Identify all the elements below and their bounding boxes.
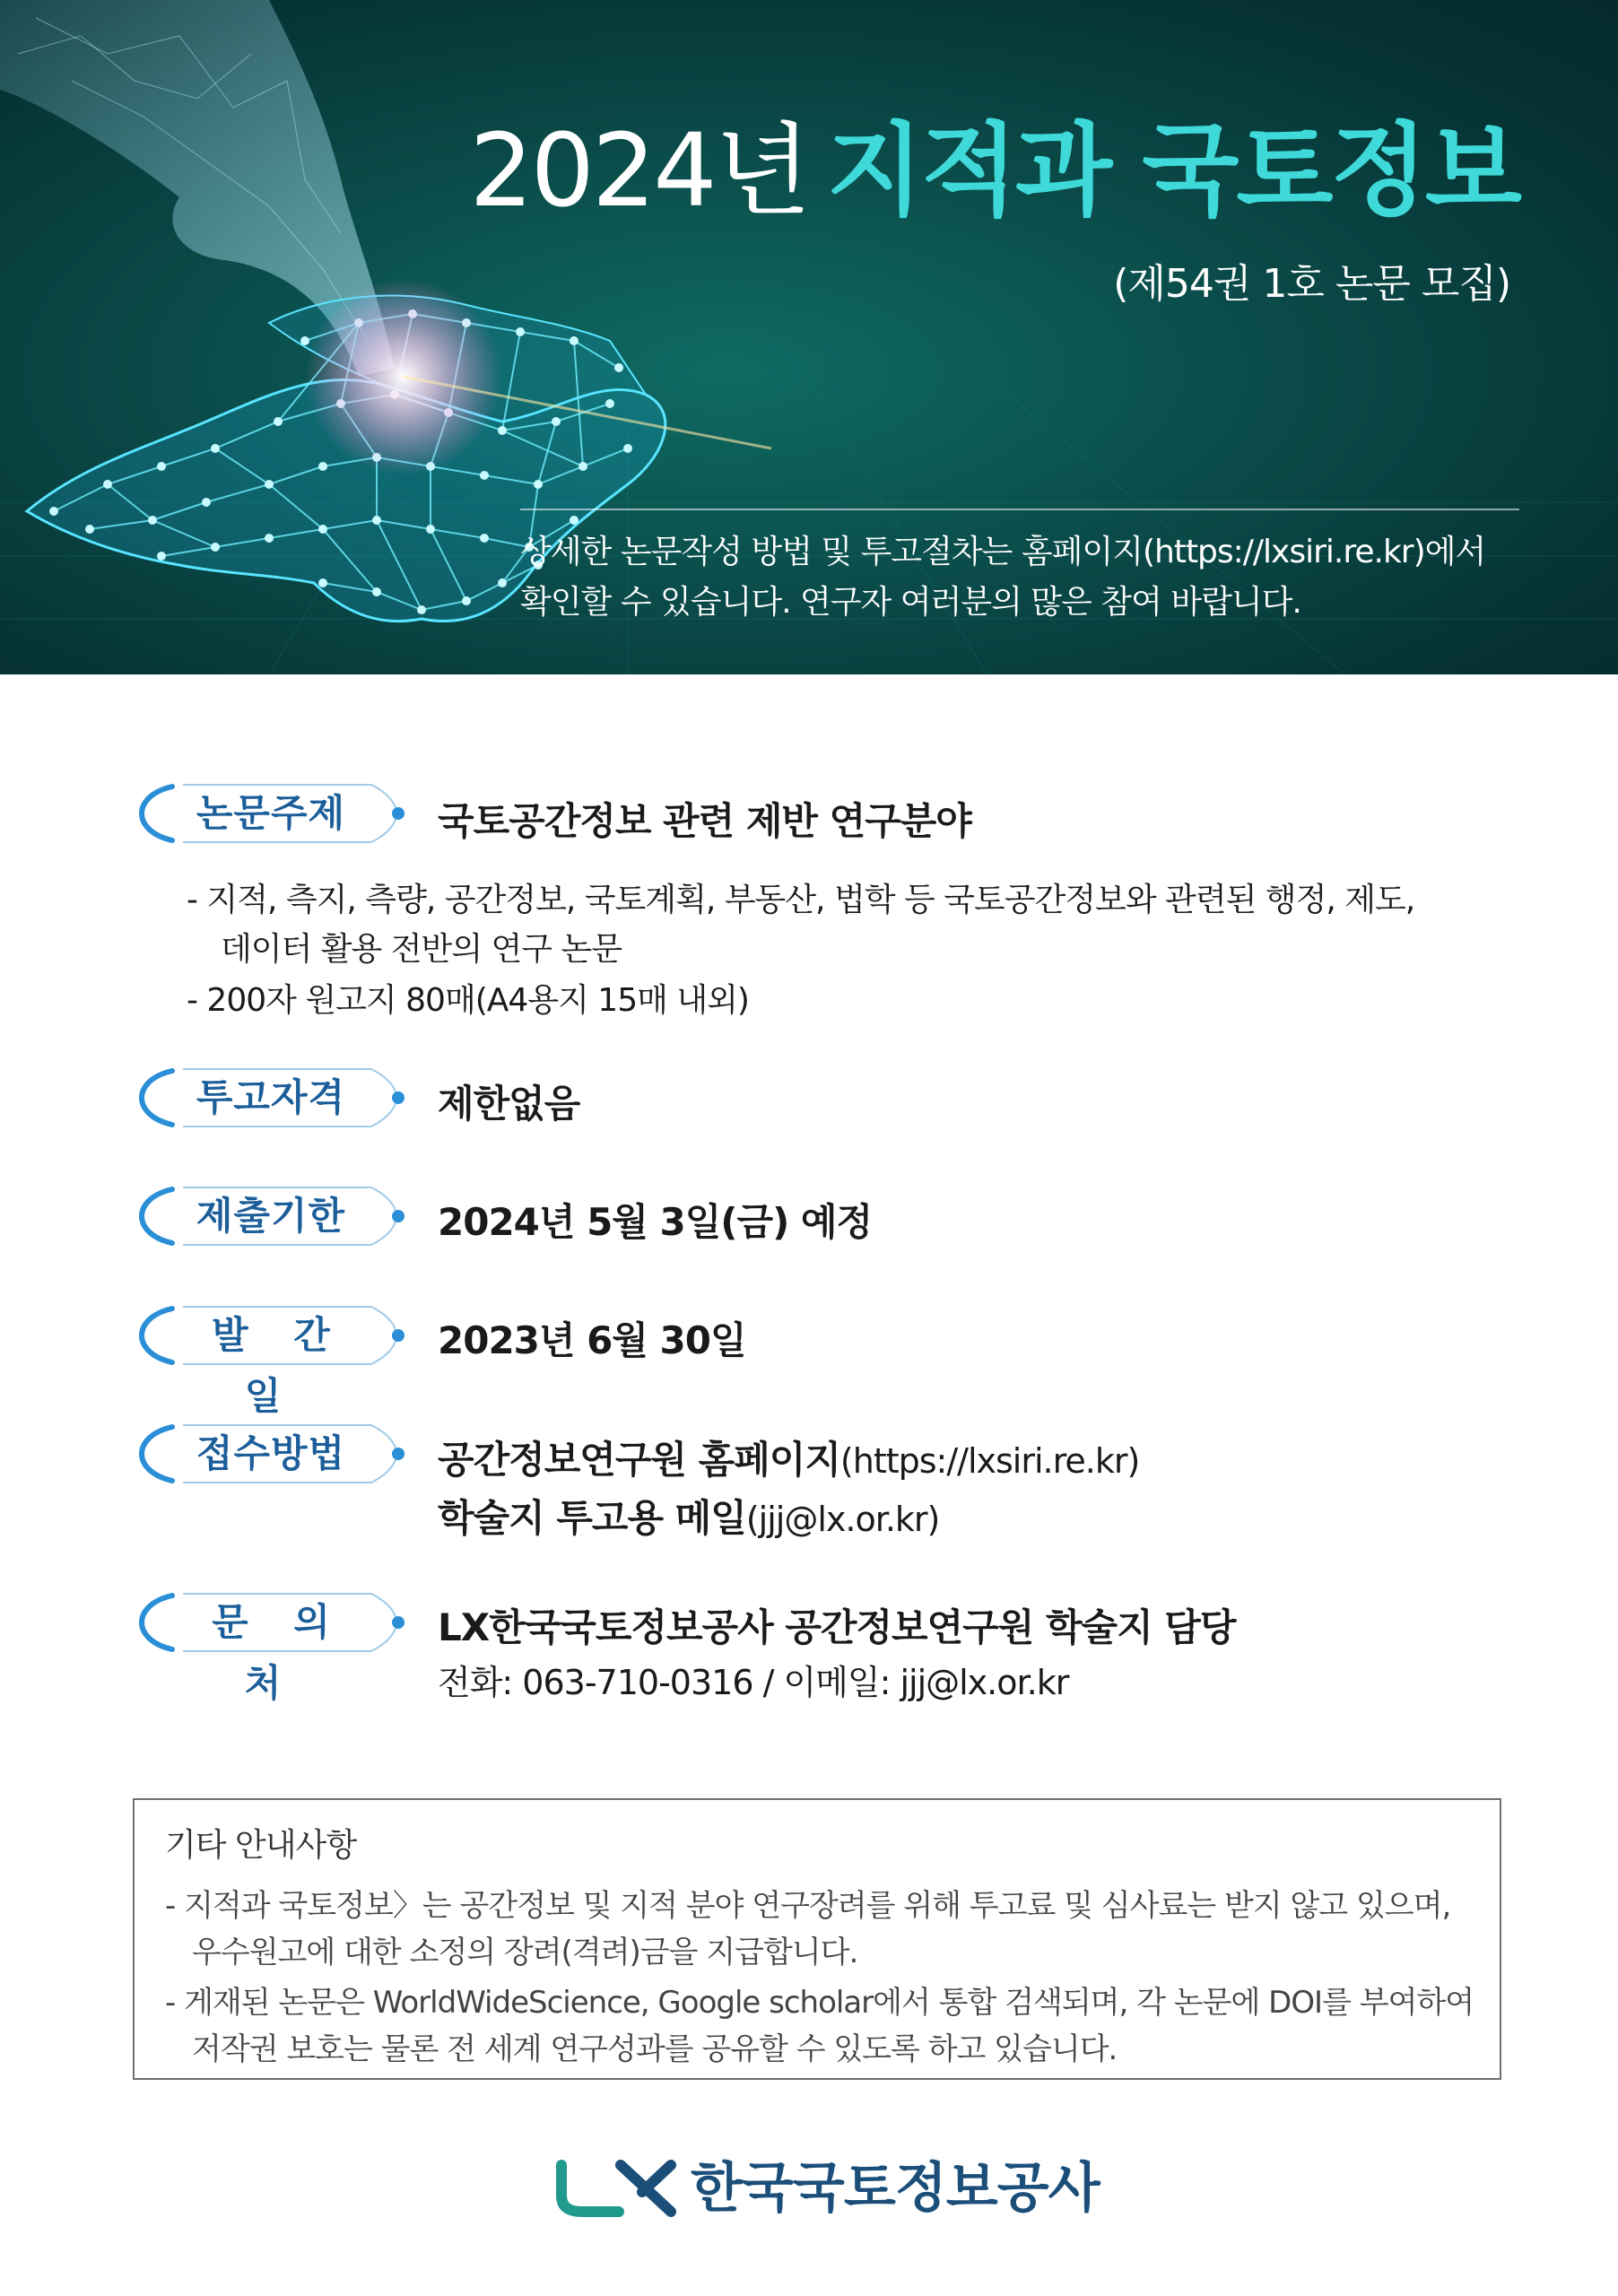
submission-email-link[interactable]: (jjj@lx.or.kr) [745,1500,940,1539]
contact-phone-email: 전화: 063-710-0316 / 이메일: jjj@lx.or.kr [438,1663,1069,1702]
label-contact-text: 문 의 처 [212,1600,346,1705]
notice-line-1: - 지적과 국토정보〉는 공간정보 및 지적 분야 연구장려를 위해 투고료 및 심사료는 받지 않고 있으며, [165,1888,1451,1924]
label-deadline [136,1186,409,1247]
topic-bullet-1: - 지적, 측지, 측량, 공간정보, 국토계획, 부동산, 법학 등 국토공간정보와 관련된 행정, 제도, [187,882,1415,918]
topic-heading: 국토공간정보 관련 제반 연구분야 [438,799,971,843]
lx-logo [556,2152,1100,2224]
method-line-2 [438,1489,939,1543]
hero-description [520,527,1485,628]
contact-heading: LX한국국토정보공사 공간정보연구원 학술지 담당 [438,1605,1236,1649]
label-submission-method-text: 접수방법 [196,1431,346,1475]
title-journal-name: 지적과 국토정보 [826,113,1519,230]
org-name: 한국국토정보공사 [691,2157,1100,2220]
notice-box [133,1798,1501,2080]
label-topic [136,783,409,844]
label-publish-date [136,1305,409,1418]
notice-line-1-cont: 우수원고에 대한 소정의 장려(격려)금을 지급합니다. [192,1935,858,1970]
notice-line-2-cont: 저작권 보호는 물론 전 세계 연구성과를 공유할 수 있도록 하고 있습니다. [192,2031,1118,2067]
publish-date-heading: 2023년 6월 30일 [438,1318,746,1362]
deadline-heading: 2024년 5월 3일(금) 예정 [438,1200,873,1244]
hero-title [469,113,1519,230]
method-email-name: 학술지 투고용 메일 [438,1496,746,1540]
hero-divider [520,509,1519,510]
method-line-1 [438,1431,1139,1484]
hero-subtitle: (제54권 1호 논문 모집) [1113,261,1510,307]
title-year: 2024년 [469,113,809,230]
eligibility-heading: 제한없음 [438,1082,580,1126]
label-publish-date-text: 발 간 일 [212,1313,346,1418]
notice-title: 기타 안내사항 [165,1827,357,1864]
method-homepage-name: 공간정보연구원 홈페이지 [438,1438,840,1482]
label-submission-method [136,1423,409,1484]
label-deadline-text: 제출기한 [196,1194,346,1238]
hero-banner [0,0,1618,674]
homepage-url-link[interactable]: (https://lxsiri.re.kr) [839,1441,1140,1481]
label-eligibility-text: 투고자격 [196,1075,346,1119]
hero-desc-line2: 확인할 수 있습니다. 연구자 여러분의 많은 참여 바랍니다. [520,584,1301,621]
label-topic-text: 논문주제 [196,791,346,835]
topic-bullet-2: - 200자 원고지 80매(A4용지 15매 내외) [187,982,749,1019]
notice-line-2: - 게재된 논문은 WorldWideScience, Google scholar에서 통합 검색되며, 각 논문에 DOI를 부여하여 [165,1985,1474,2021]
label-contact [136,1592,409,1705]
hero-desc-line1: 상세한 논문작성 방법 및 투고절차는 홈페이지(https://lxsiri.re.kr)에서 [520,534,1486,570]
label-eligibility [136,1067,409,1128]
topic-bullet-1-cont: 데이터 활용 전반의 연구 논문 [221,931,622,968]
lx-mark-icon [556,2160,682,2217]
